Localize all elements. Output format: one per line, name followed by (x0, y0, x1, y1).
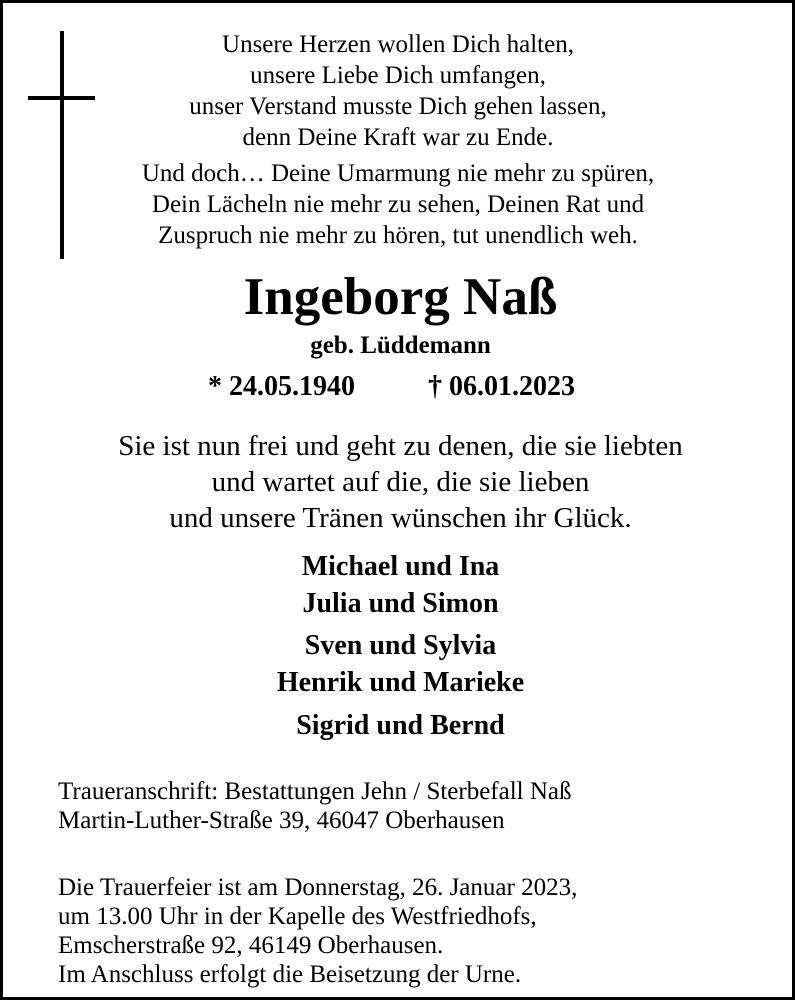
poem-line: Dein Lächeln nie mehr zu sehen, Deinen Rat und (151, 191, 645, 218)
cross-horizontal-bar (28, 96, 95, 100)
memorial-verse (3, 428, 795, 536)
ceremony-line: um 13.00 Uhr in der Kapelle des Westfriedhofs, (58, 903, 537, 930)
mourner-line: Sven und Sylvia (304, 630, 497, 661)
poem-line: Unsere Herzen wollen Dich halten, (222, 31, 574, 58)
poem-line: Und doch… Deine Umarmung nie mehr zu spüren, (141, 160, 655, 187)
address-line: Martin-Luther-Straße 39, 46047 Oberhausen (58, 807, 505, 834)
poem-line: unsere Liebe Dich umfangen, (250, 62, 546, 89)
verse-line: und wartet auf die, die sie lieben (211, 466, 590, 498)
verse-line: und unsere Tränen wünschen ihr Glück. (169, 502, 632, 534)
ceremony-line: Im Anschluss erfolgt die Beisetzung der Urne. (58, 961, 522, 988)
funeral-ceremony-info (58, 873, 577, 989)
poem-stanza-1 (98, 29, 698, 153)
maiden-name: geb. Lüddemann (310, 332, 491, 359)
mourner-line: Julia und Simon (302, 588, 499, 619)
birth-date: * 24.05.1940 (208, 371, 355, 402)
address-line: Traueranschrift: Bestattungen Jehn / Sterbefall Naß (58, 778, 572, 805)
mourners-group-3 (3, 707, 795, 744)
verse-line: Sie ist nun frei und geht zu denen, die sie liebten (118, 430, 683, 462)
life-dates (3, 371, 795, 407)
cross-vertical-bar (60, 31, 64, 259)
condolence-address (58, 777, 572, 835)
poem-line: denn Deine Kraft war zu Ende. (242, 124, 554, 151)
mourner-line: Michael und Ina (301, 551, 500, 582)
mourner-line: Henrik und Marieke (276, 667, 525, 698)
death-date: † 06.01.2023 (428, 371, 575, 402)
mourners-group-1 (3, 548, 795, 622)
poem-line: Zuspruch nie mehr zu hören, tut unendlich weh. (158, 222, 638, 249)
poem-stanza-2 (98, 158, 698, 251)
deceased-name: Ingeborg Naß (243, 268, 558, 326)
ceremony-line: Emscherstraße 92, 46149 Oberhausen. (58, 932, 444, 959)
poem-line: unser Verstand musste Dich gehen lassen, (189, 93, 607, 120)
mourner-line: Sigrid und Bernd (296, 710, 505, 741)
ceremony-line: Die Trauerfeier ist am Donnerstag, 26. Januar 2023, (58, 874, 578, 901)
mourners-group-2 (3, 627, 795, 701)
